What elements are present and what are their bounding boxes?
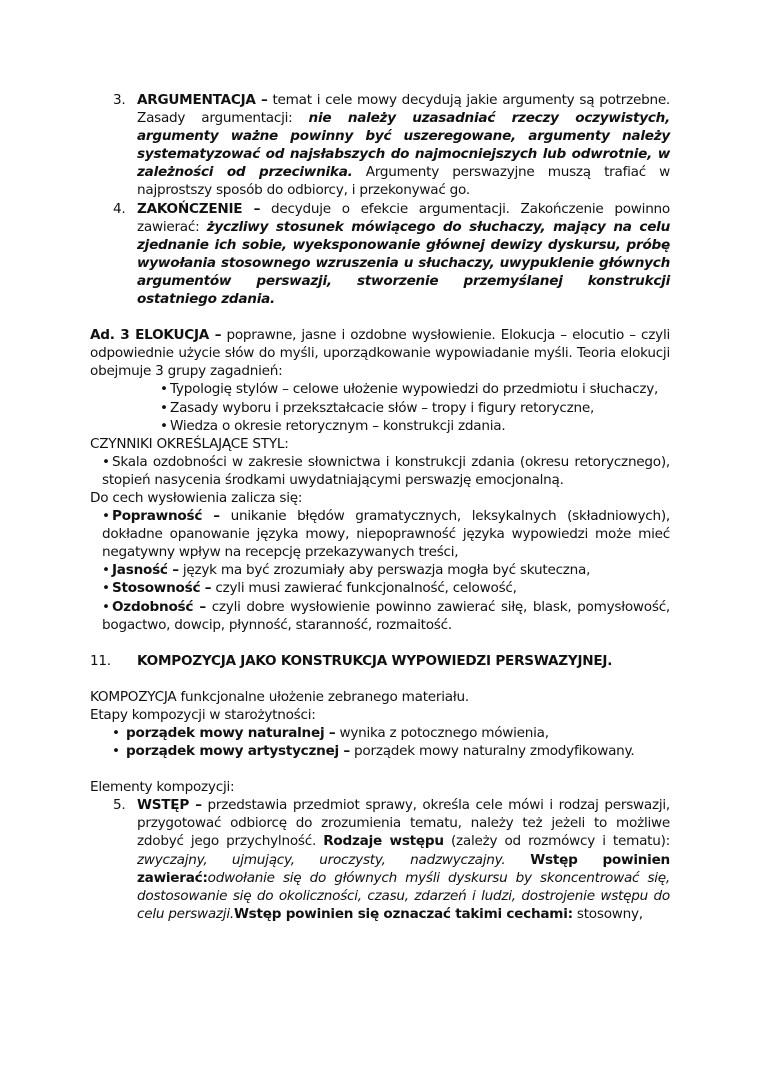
bullet-icon: •: [160, 399, 168, 416]
list-number: 3.: [113, 92, 126, 108]
bullet-icon: •: [112, 725, 120, 741]
section-number: 11.: [90, 652, 111, 669]
label-etapy: Etapy kompozycji w starożytności:: [90, 706, 316, 723]
term-zakonczenie: ZAKOŃCZENIE –: [137, 200, 261, 217]
numbered-list-dispositio: [90, 91, 670, 308]
section-title: KOMPOZYCJA JAKO KONSTRUKCJA WYPOWIEDZI PERSWAZYJNEJ.: [137, 652, 613, 669]
bullet-icon: •: [102, 453, 110, 470]
list-item: • Zasady wyboru i przekształcacie słów – tropy i figury retoryczne,: [160, 399, 595, 416]
kompozycja-definition: KOMPOZYCJA funkcjonalne ułożenie zebranego materiału.: [90, 688, 469, 705]
list-item-wstep: 5. WSTĘP – przedstawia przedmiot sprawy, określa cele mówi i rodzaj perswazji, przygotować odbiorcę do zrozumienia tematu, należy też jeżeli to możliwe zdobyć jego przychylność. Rodzaje wstępu (zależy od rozmówcy i tematu): zwyczajny, ujmujący, uroczysty, nadzwyczajny. Wstęp powinien zawierać:odwołanie się do głównych myśli dyskursu by skoncentrować się, dostosowanie się do okoliczności, czasu, zdarzeń i ludzi, dostrojenie wstępu do celu perswazji.Wstęp powinien się oznaczać takimi cechami: stosowny,: [113, 797, 670, 922]
bullet-icon: •: [160, 417, 168, 434]
paragraph-elokucja: Ad. 3 ELOKUCJA – poprawne, jasne i ozdobne wysłowienie. Elokucja – elocutio – czyli odpowiednie użycie słów do myśli, uporządkowanie wypowiadanie myśli. Teoria elokucji obejmuje 3 grupy zagadnień:: [90, 327, 670, 380]
list-item: • Wiedza o okresie retorycznym – konstrukcji zdania.: [160, 417, 506, 434]
list-number: 5.: [113, 797, 126, 814]
document-page: [90, 91, 670, 923]
style-qualities-list: [90, 507, 670, 597]
list-item-stosownosc: • Stosowność – czyli musi zawierać funkcjonalność, celowość,: [102, 580, 517, 597]
list-item: • porządek mowy naturalnej – wynika z potocznego mówienia,: [112, 725, 549, 741]
list-item-poprawnosc: • Poprawność – unikanie błędów gramatycznych, leksykalnych (składniowych), dokładne opanowanie języka mowy, niepoprawność języka wypowiedzi może mieć negatywny wpływ na recepcję przekazywanych treści,: [102, 508, 670, 561]
bullet-icon: •: [112, 743, 120, 760]
list-item: • porządek mowy artystycznej – porządek mowy naturalny zmodyfikowany.: [112, 743, 635, 760]
label-elementy: Elementy kompozycji:: [90, 779, 235, 796]
conclusion-content: życzliwy stosunek mówiącego do słuchaczy, mający na celu zjednanie ich sobie, wyeksponowanie głównej dewizy dyskursu, próbę wywołania stosownego wzruszenia u słuchaczy, uwypuklenie głównych argumentów perswazji, stworzenie przemyślanej konstrukcji ostatniego zdania.: [137, 218, 670, 308]
section-heading-11: [90, 652, 670, 670]
list-item-zakonczenie: 4. ZAKOŃCZENIE – decyduje o efekcie argumentacji. Zakończenie powinno zawierać: życzliwy stosunek mówiącego do słuchaczy, mający na celu zjednanie ich sobie, wyeksponowanie głównej dewizy dyskursu, próbę wywołania stosownego wzruszenia u słuchaczy, uwypuklenie głównych argumentów perswazji, stworzenie przemyślanej konstrukcji ostatniego zdania.: [113, 200, 670, 308]
bullet-icon: •: [102, 508, 110, 525]
label-cechy: Do cech wysłowienia zalicza się:: [90, 489, 303, 506]
label-czynniki: CZYNNIKI OKREŚLAJĄCE STYL:: [90, 435, 289, 452]
term-argumentacja: ARGUMENTACJA –: [137, 92, 268, 108]
list-item: • Typologię stylów – celowe ułożenie wypowiedzi do przedmiotu i słuchaczy,: [160, 381, 659, 398]
bullet-icon: •: [102, 580, 110, 597]
list-item: • Skala ozdobności w zakresie słownictwa i konstrukcji zdania (okresu retorycznego), stopień nasycenia środkami uwydatniającymi perswazję emocjonalną.: [102, 453, 670, 488]
composition-stages-list: [90, 724, 670, 760]
elocution-groups-list: [90, 380, 670, 434]
list-item-ozdobnosc: • Ozdobność – czyli dobre wysłowienie powinno zawierać siłę, blask, pomysłowość, bogactwo, dowcip, płynność, staranność, rozmaitość.: [102, 598, 670, 633]
bullet-icon: •: [102, 598, 110, 615]
argumentation-rules: nie należy uzasadniać rzeczy oczywistych, argumenty ważne powinny być uszeregowane, argumenty należy systematyzować od najsłabszych do najmocniejszych lub odwrotnie, w zależności od przeciwnika.: [137, 110, 670, 181]
bullet-icon: •: [102, 562, 110, 579]
list-number: 4.: [113, 200, 126, 217]
list-item-jasnosc: • Jasność – język ma być zrozumiały aby perswazja mogła być skuteczna,: [102, 562, 591, 579]
bullet-icon: •: [160, 381, 168, 398]
term-wstep: WSTĘP –: [137, 797, 202, 814]
list-item-argumentacja: 3. ARGUMENTACJA – temat i cele mowy decydują jakie argumenty są potrzebne. Zasady argumentacji: nie należy uzasadniać rzeczy oczywistych, argumenty ważne powinny być uszeregowane, argumenty należy systematyzować od najsłabszych do najmocniejszych lub odwrotnie, w zależności od przeciwnika. Argumenty perswazyjne muszą trafiać w najprostszy sposób do odbiorcy, i przekonywać go.: [113, 92, 671, 199]
term-elokucja: Ad. 3 ELOKUCJA –: [90, 327, 222, 344]
